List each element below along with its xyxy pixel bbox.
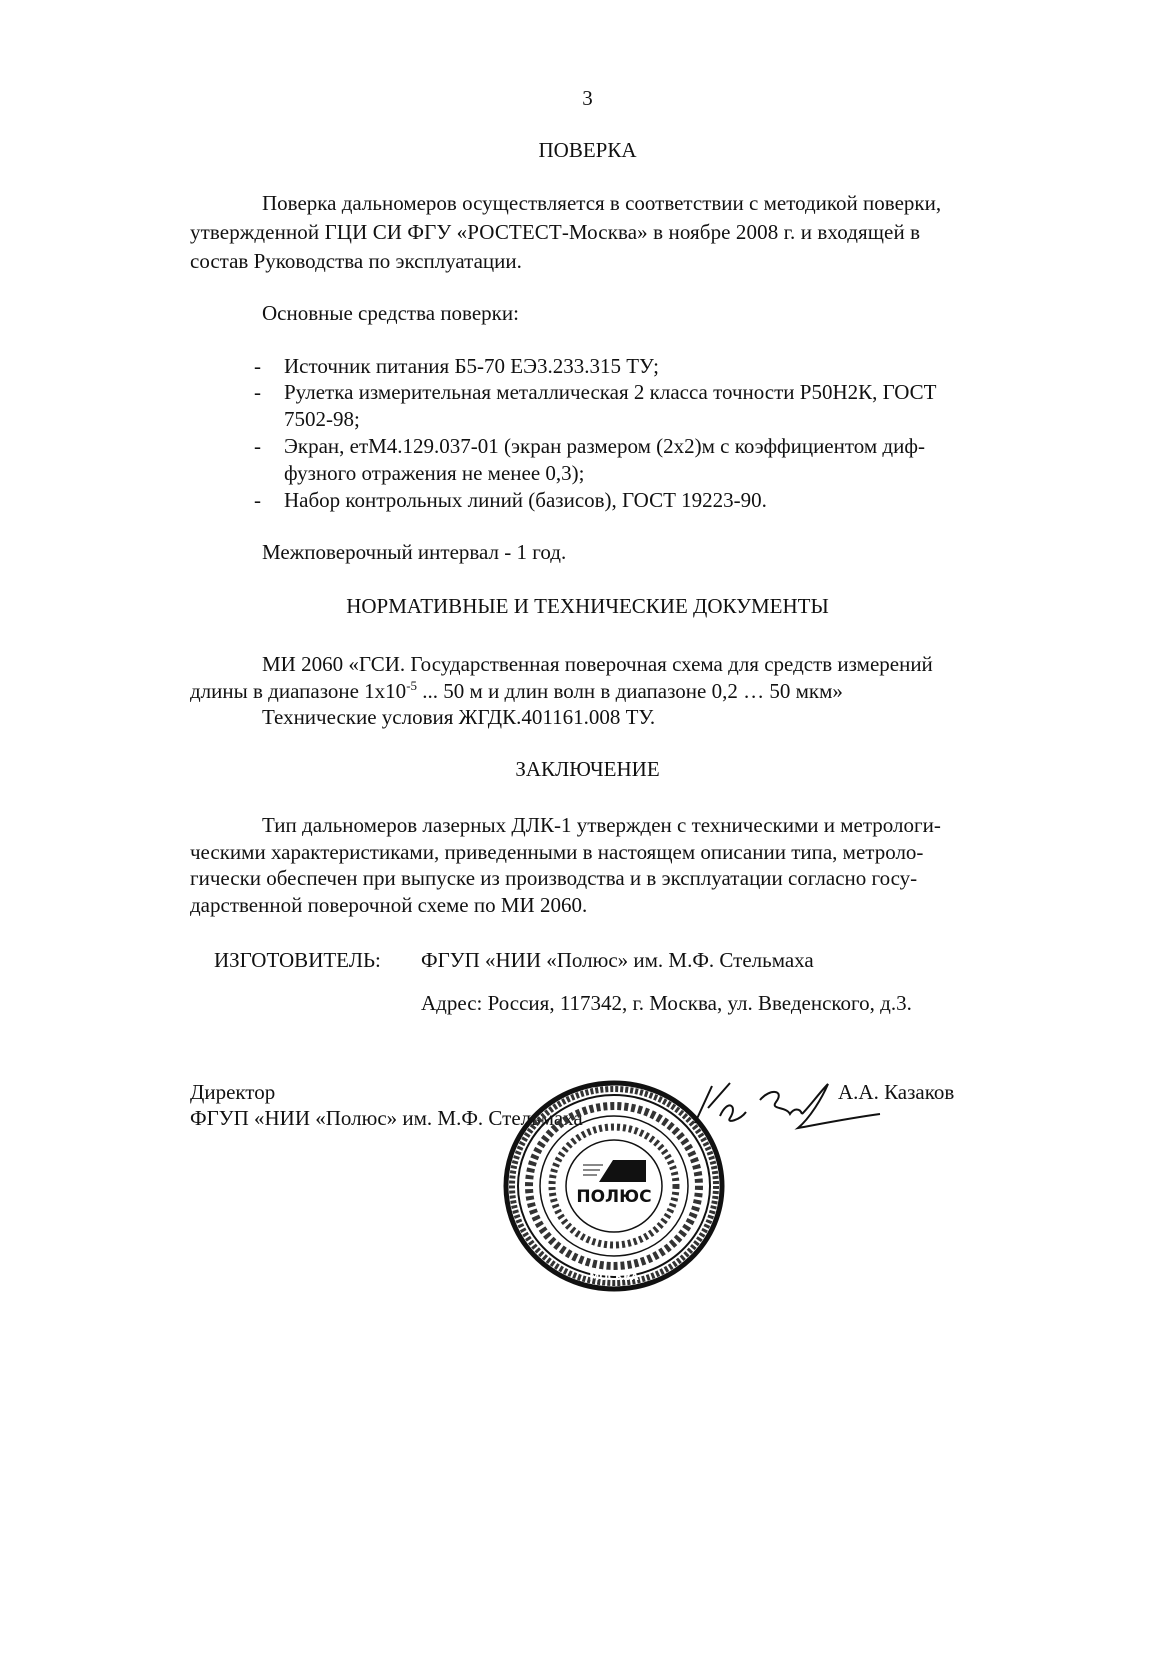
verification-interval: Межповерочный интервал - 1 год. <box>262 540 567 564</box>
section-heading-verification: ПОВЕРКА <box>538 138 637 162</box>
list-item-continuation: фузного отражения не менее 0,3); <box>284 461 585 485</box>
section-heading-conclusion: ЗАКЛЮЧЕНИЕ <box>515 757 660 781</box>
signatory-organization: ФГУП «НИИ «Полюс» им. М.Ф. Стельмаха <box>190 1106 583 1130</box>
list-item: Набор контрольных линий (базисов), ГОСТ 19223-90. <box>284 488 767 512</box>
svg-text:МОСКВА: МОСКВА <box>589 1272 639 1283</box>
list-dash: - <box>254 488 261 512</box>
conclusion-paragraph-line: ческими характеристиками, приведенными в настоящем описании типа, метроло- <box>190 840 924 864</box>
list-dash: - <box>254 380 261 404</box>
list-item: Источник питания Б5-70 ЕЭ3.233.315 ТУ; <box>284 354 659 378</box>
verification-paragraph-line: состав Руководства по эксплуатации. <box>190 249 522 273</box>
svg-text:ПОЛЮС: ПОЛЮС <box>576 1187 652 1207</box>
list-dash: - <box>254 354 261 378</box>
normative-doc-line: Технические условия ЖГДК.401161.008 ТУ. <box>262 705 656 729</box>
conclusion-paragraph-line: Тип дальномеров лазерных ДЛК-1 утвержден с техническими и метрологи- <box>262 813 941 837</box>
normative-doc-line: МИ 2060 «ГСИ. Государственная поверочная схема для средств измерений <box>262 652 933 676</box>
list-item: Экран, етМ4.129.037-01 (экран размером (2х2)м с коэффициентом диф- <box>284 434 925 458</box>
signature-icon <box>690 1078 890 1138</box>
manufacturer-label: ИЗГОТОВИТЕЛЬ: <box>214 948 381 972</box>
conclusion-paragraph-line: дарственной поверочной схеме по МИ 2060. <box>190 893 588 917</box>
verification-paragraph-line: утвержденной ГЦИ СИ ФГУ «РОСТЕСТ-Москва» в ноябре 2008 г. и входящей в <box>190 220 921 244</box>
normative-doc-text: длины в диапазоне 1х10 <box>190 679 407 703</box>
normative-doc-text: ... 50 м и длин волн в диапазоне 0,2 … 50 мкм» <box>417 679 843 703</box>
list-item-continuation: 7502-98; <box>284 407 360 431</box>
section-heading-normative-docs: НОРМАТИВНЫЕ И ТЕХНИЧЕСКИЕ ДОКУМЕНТЫ <box>346 594 829 618</box>
list-dash: - <box>254 434 261 458</box>
conclusion-paragraph-line: гически обеспечен при выпуске из производства и в эксплуатации согласно госу- <box>190 866 918 890</box>
manufacturer-name: ФГУП «НИИ «Полюс» им. М.Ф. Стельмаха <box>421 948 814 972</box>
verification-paragraph-line: Поверка дальномеров осуществляется в соответствии с методикой поверки, <box>262 191 942 215</box>
verification-means-label: Основные средства поверки: <box>262 301 519 325</box>
handwritten-signature <box>690 1078 890 1138</box>
page-number: 3 <box>582 86 593 110</box>
normative-doc-line <box>190 677 843 705</box>
manufacturer-address: Адрес: Россия, 117342, г. Москва, ул. Введенского, д.3. <box>421 991 912 1015</box>
signatory-name: А.А. Казаков <box>838 1080 955 1104</box>
exponent: -5 <box>406 678 418 693</box>
list-item: Рулетка измерительная металлическая 2 класса точности Р50Н2К, ГОСТ <box>284 380 937 404</box>
signatory-title: Директор <box>190 1080 276 1104</box>
